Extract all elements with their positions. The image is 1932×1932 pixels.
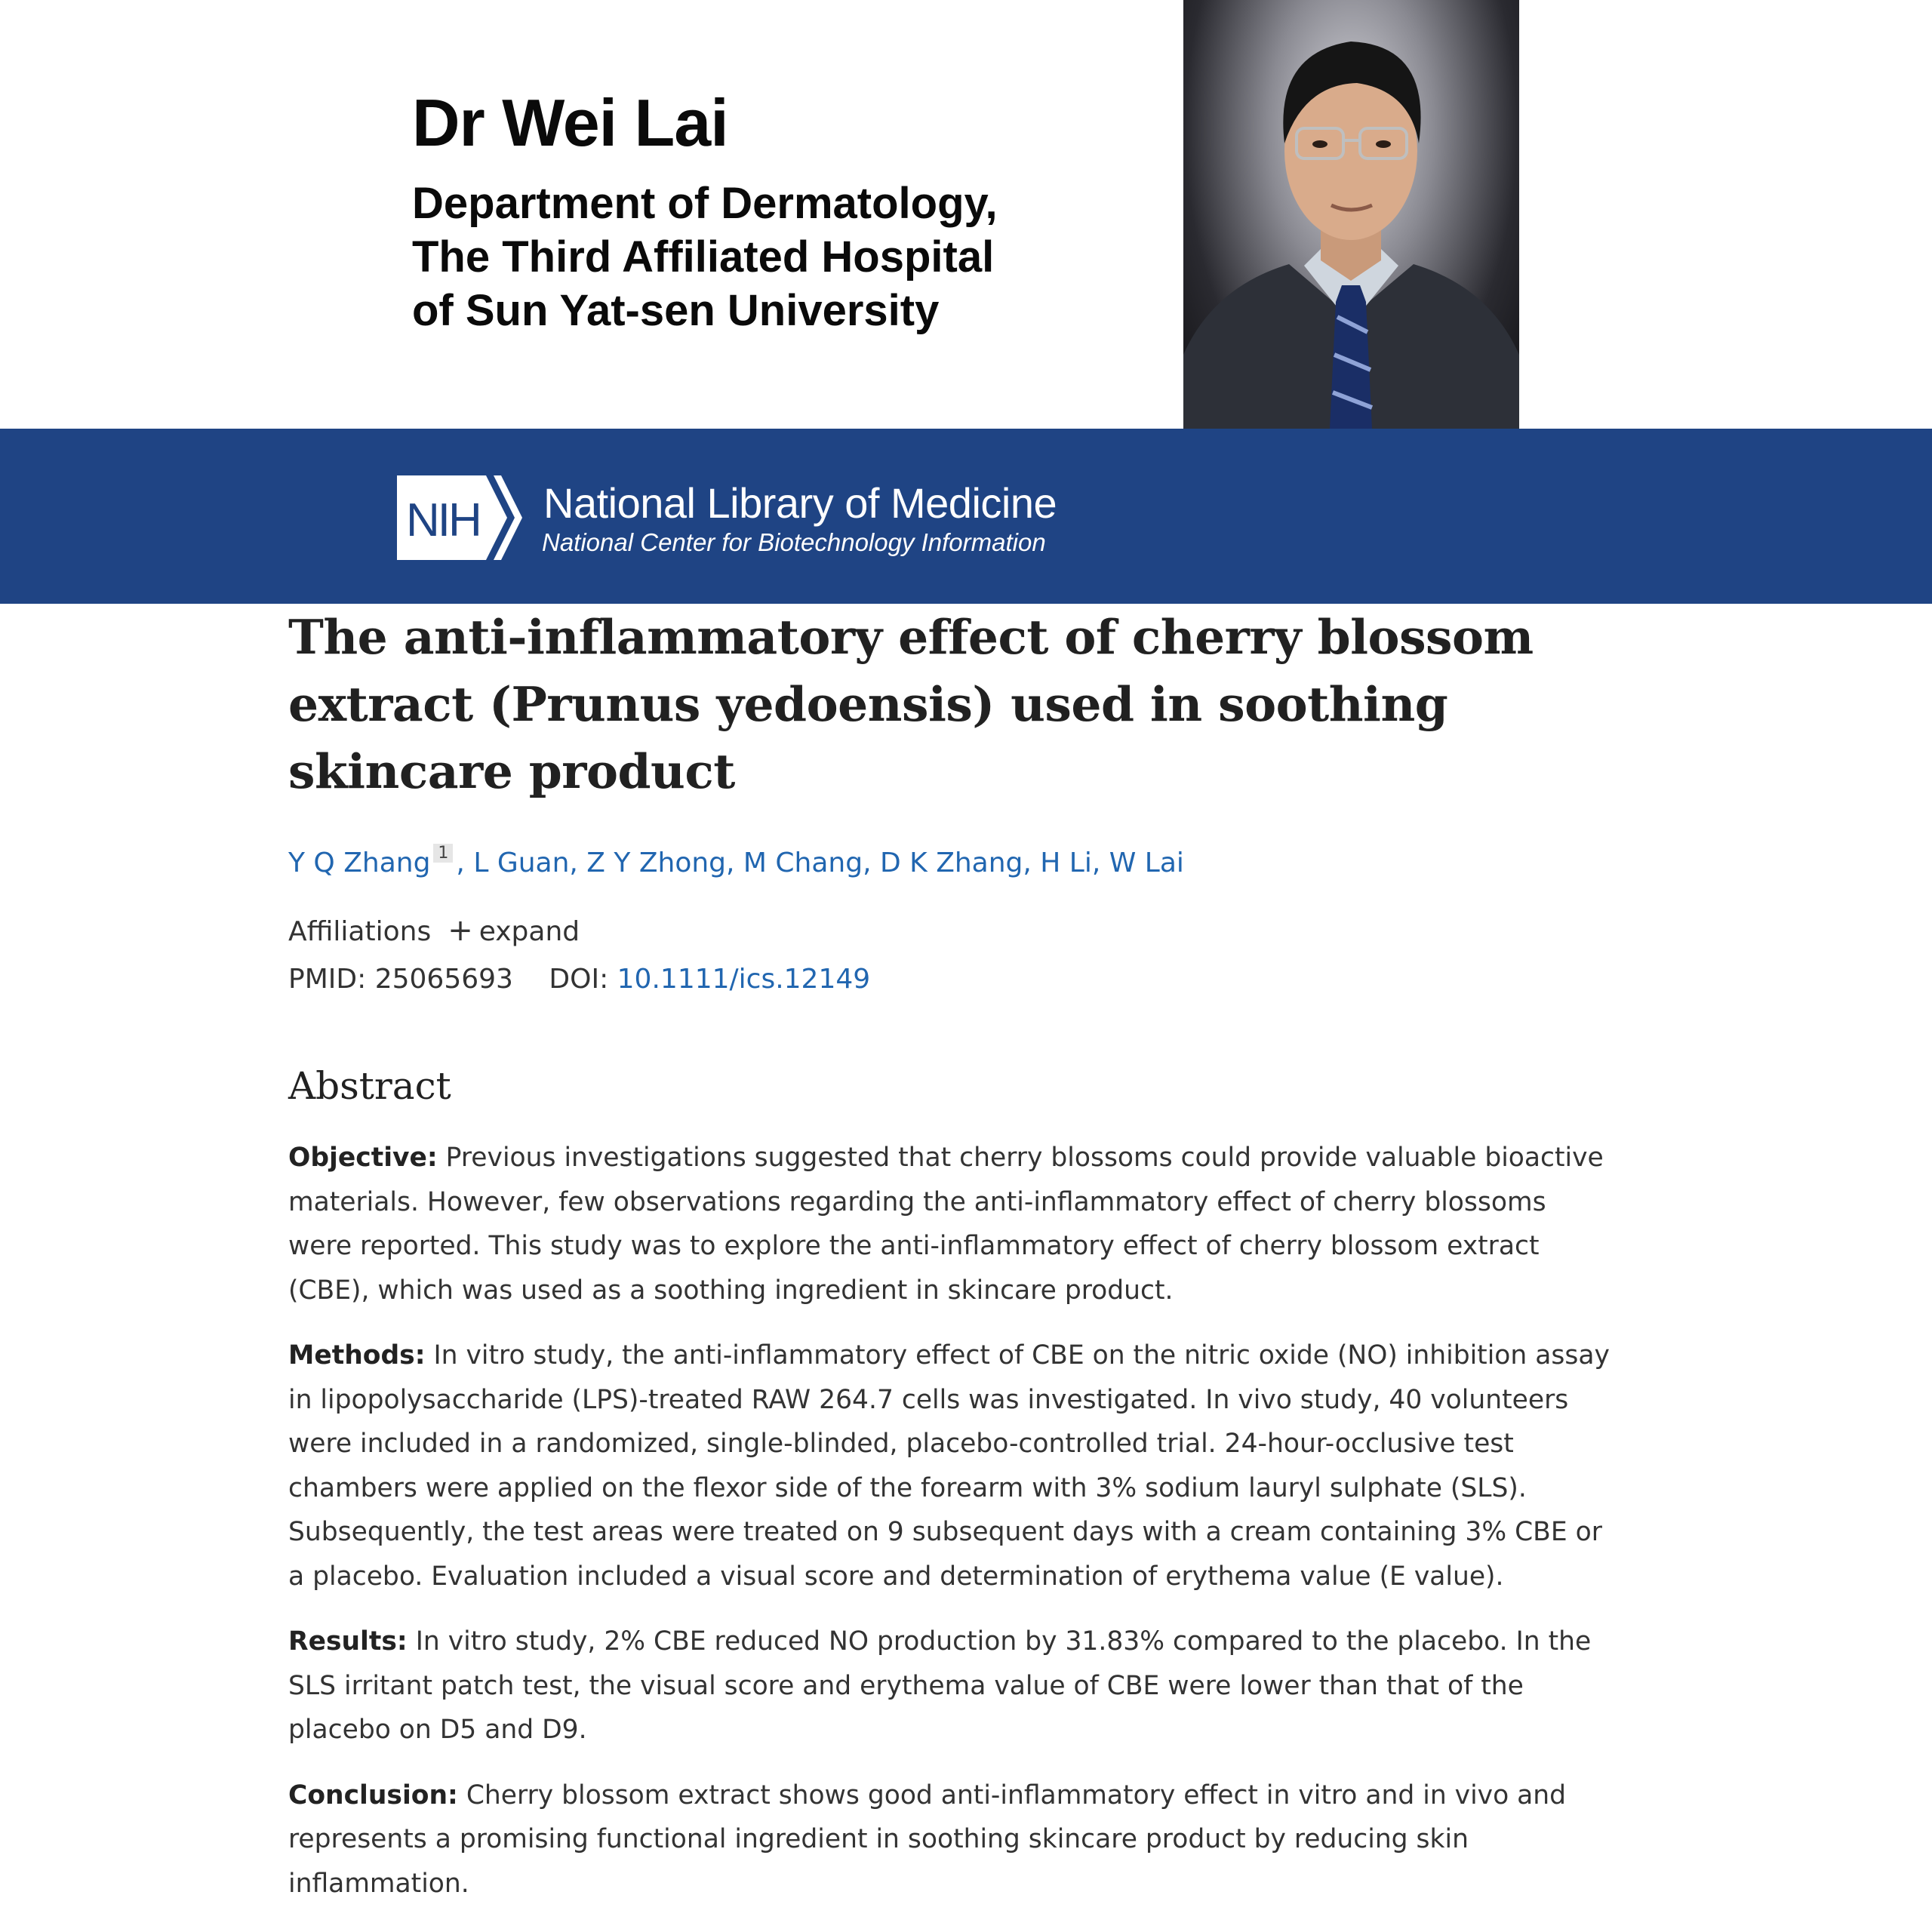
objective-text: Previous investigations suggested that cherry blossoms could provide valuable bioactive materials. However, few observations regarding the anti-inflammatory effect of cherry blossoms were reported. This study was to explore the anti-inflammatory effect of cherry blossom extract (CBE), which was used as a soothing ingredient in skincare product. (288, 1143, 1604, 1306)
expand-affiliations-button[interactable]: expand (478, 916, 580, 947)
department-line: The Third Affiliated Hospital (412, 232, 995, 281)
doctor-name: Dr Wei Lai (412, 85, 728, 160)
author-link[interactable]: Y Q Zhang (288, 848, 431, 878)
methods-label: Methods: (288, 1340, 426, 1371)
author-link[interactable]: W Lai (1109, 848, 1184, 878)
abstract-methods (288, 1334, 1617, 1598)
nih-logo-text: NIH (406, 494, 480, 546)
department-affiliation (412, 177, 1121, 337)
author-link[interactable]: L Guan (473, 848, 570, 878)
portrait-illustration (1183, 0, 1519, 429)
abstract-heading: Abstract (288, 1064, 451, 1108)
author-list: Y Q Zhang 1 , L Guan, Z Y Zhong, M Chang, D K Zhang, H Li, W Lai (288, 844, 1184, 878)
author-link[interactable]: D K Zhang (879, 848, 1023, 878)
objective-label: Objective: (288, 1143, 438, 1173)
conclusion-label: Conclusion: (288, 1780, 458, 1810)
abstract-objective (288, 1136, 1617, 1312)
ncbi-subtitle: National Center for Biotechnology Information (542, 528, 1046, 556)
methods-text: In vitro study, the anti-inflammatory effect of CBE on the nitric oxide (NO) inhibition assay in lipopolysaccharide (LPS)-treated RAW 264.7 cells was investigated. In vivo study, 40 volunteers were included in a randomized, single-blinded, placebo-controlled trial. 24-hour-occlusive test chambers were applied on the flexor side of the forearm with 3% sodium lauryl sulphate (SLS). Subsequently, the test areas were treated on 9 subsequent days with a cream containing 3% CBE or a placebo. Evaluation included a visual score and determination of erythema value (E value). (288, 1340, 1610, 1592)
abstract-results (288, 1620, 1617, 1752)
article-title: The anti-inflammatory effect of cherry blossom extract (Prunus yedoensis) used in soothing skincare product (288, 609, 1534, 799)
conclusion-text: Cherry blossom extract shows good anti-inflammatory effect in vitro and in vivo and represents a promising functional ingredient in soothing skincare product by reducing skin inflammation. (288, 1780, 1567, 1899)
abstract-conclusion (288, 1774, 1617, 1906)
pmid-label: PMID: (288, 964, 367, 995)
abstract-body (288, 1136, 1617, 1927)
doctor-portrait-photo (1183, 0, 1519, 429)
identifiers-row (288, 964, 870, 995)
affiliations-row (288, 913, 580, 948)
results-label: Results: (288, 1626, 408, 1657)
affiliations-label: Affiliations (288, 916, 432, 947)
department-line: of Sun Yat-sen University (412, 286, 940, 335)
affiliation-number-badge[interactable]: 1 (433, 844, 453, 863)
author-link[interactable]: Z Y Zhong (586, 848, 727, 878)
department-line: Department of Dermatology, (412, 179, 998, 228)
doi-label: DOI: (549, 964, 609, 995)
results-text: In vitro study, 2% CBE reduced NO production by 31.83% compared to the placebo. In the SLS irritant patch test, the visual score and erythema value of CBE were lower than that of the placebo on D5 and D9. (288, 1626, 1592, 1745)
profile-header (0, 0, 1932, 429)
author-link[interactable]: H Li (1040, 848, 1092, 878)
plus-icon[interactable]: + (448, 913, 473, 948)
doi-link[interactable]: 10.1111/ics.12149 (617, 964, 871, 995)
national-library-of-medicine-title[interactable]: National Library of Medicine (543, 479, 1057, 527)
author-link[interactable]: M Chang (743, 848, 863, 878)
pmid-value: 25065693 (374, 964, 513, 995)
nih-logo-icon[interactable] (397, 475, 530, 560)
